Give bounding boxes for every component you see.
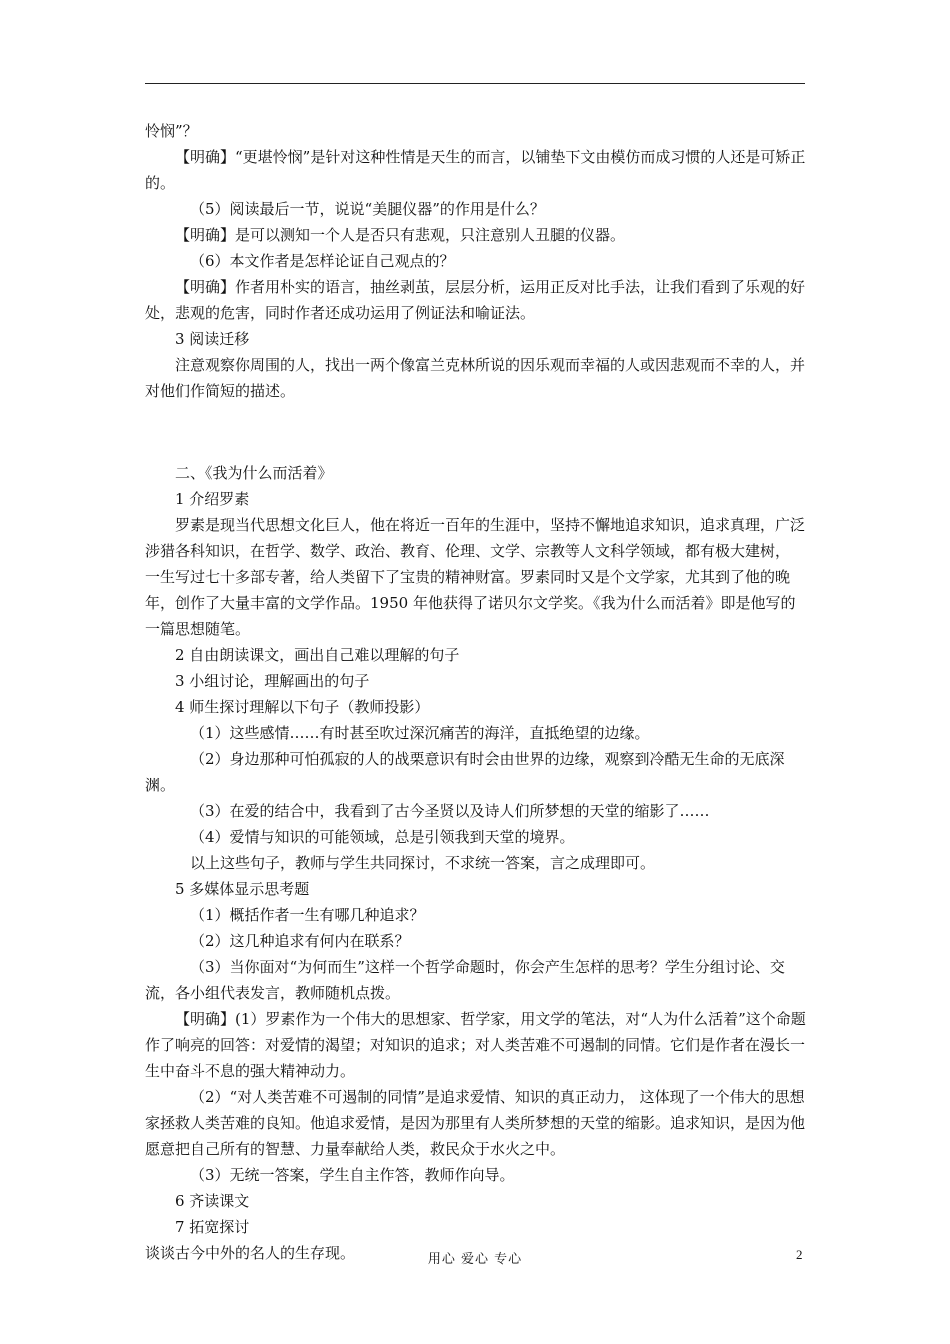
paragraph: 【明确】“更堪怜悯”是针对这种性情是天生的而言，以铺垫下文由模仿而成习惯的人还是可矫正的。 xyxy=(145,148,806,192)
paragraph: （3）在爱的结合中，我看到了古今圣贤以及诗人们所梦想的天堂的缩影了…… xyxy=(190,802,710,820)
paragraph: 3 阅读迁移 xyxy=(175,330,250,348)
page-number: 2 xyxy=(796,1247,803,1262)
paragraph: 3 小组讨论，理解画出的句子 xyxy=(175,672,370,690)
paragraph: 7 拓宽探讨 xyxy=(175,1218,250,1236)
paragraph: 【明确】(1）罗素作为一个伟大的思想家、哲学家，用文学的笔法，对“人为什么活着”这个命题作了响亮的回答：对爱情的渴望；对知识的追求；对人类苦难不可遏制的同情。它们是作者在漫长一生中奋斗不息的强大精神动力。 xyxy=(145,1010,806,1080)
paragraph: 注意观察你周围的人，找出一两个像富兰克林所说的因乐观而幸福的人或因悲观而不幸的人，并对他们作简短的描述。 xyxy=(145,356,806,400)
paragraph: 以上这些句子，教师与学生共同探讨，不求统一答案，言之成理即可。 xyxy=(190,854,656,872)
paragraph: 1 介绍罗素 xyxy=(175,490,250,508)
document-body xyxy=(145,118,807,1266)
paragraph: （2）身边那种可怕孤寂的人的战栗意识有时会由世界的边缘，观察到冷酷无生命的无底深渊。 xyxy=(145,750,785,794)
paragraph: 6 齐读课文 xyxy=(175,1192,250,1210)
paragraph: 谈谈古今中外的名人的生存现。 xyxy=(145,1244,356,1262)
paragraph: （1）概括作者一生有哪几种追求？ xyxy=(190,906,425,924)
paragraph: 2 自由朗读课文，画出自己难以理解的句子 xyxy=(175,646,460,664)
paragraph: 【明确】是可以测知一个人是否只有悲观，只注意别人丑腿的仪器。 xyxy=(175,226,626,244)
paragraph: （5）阅读最后一节，说说“美腿仪器”的作用是什么？ xyxy=(190,200,545,218)
paragraph: （6）本文作者是怎样论证自己观点的？ xyxy=(190,252,455,270)
paragraph: 5 多媒体显示思考题 xyxy=(175,880,310,898)
paragraph: （2）“对人类苦难不可遏制的同情”是追求爱情、知识的真正动力， 这体现了一个伟大的思想家拯救人类苦难的良知。他追求爱情，是因为那里有人类所梦想的天堂的缩影。追求知识，是因为他愿意把自己所有的智慧、力量奉献给人类，救民众于水火之中。 xyxy=(145,1088,806,1158)
paragraph: 【明确】作者用朴实的语言，抽丝剥茧，层层分析，运用正反对比手法，让我们看到了乐观的好处，悲观的危害，同时作者还成功运用了例证法和喻证法。 xyxy=(145,278,806,322)
paragraph: 4 师生探讨理解以下句子（教师投影） xyxy=(175,698,430,716)
paragraph: （3）无统一答案，学生自主作答，教师作向导。 xyxy=(190,1166,515,1184)
paragraph: （2）这几种追求有何内在联系？ xyxy=(190,932,410,950)
blank-line xyxy=(145,419,807,445)
paragraph: 罗素是现当代思想文化巨人，他在将近一百年的生涯中，坚持不懈地追求知识，追求真理，广泛涉猎各科知识，在哲学、数学、政治、教育、伦理、文学、宗教等人文科学领域，都有极大建树， 一生写过七十多部专著，给人类留下了宝贵的精神财富。罗素同时又是个文学家，尤其到了他的晚年，创作了大量丰富的文学作品。1950 年他获得了诺贝尔文学奖。《我为什么而活着》即是他写的一篇思想随笔。 xyxy=(145,516,806,638)
paragraph: （4）爱情与知识的可能领域，总是引领我到天堂的境界。 xyxy=(190,828,575,846)
paragraph: （1）这些感情……有时甚至吹过深沉痛苦的海洋，直抵绝望的边缘。 xyxy=(190,724,650,742)
header-rule xyxy=(145,83,805,84)
paragraph: （3）当你面对“为何而生”这样一个哲学命题时，你会产生怎样的思考？学生分组讨论、交流，各小组代表发言，教师随机点拨。 xyxy=(145,958,785,1002)
paragraph: 二、《我为什么而活着》 xyxy=(175,464,333,482)
footer-slogan: 用心 爱心 专心 xyxy=(427,1252,523,1267)
paragraph: 怜悯”？ xyxy=(145,122,198,140)
